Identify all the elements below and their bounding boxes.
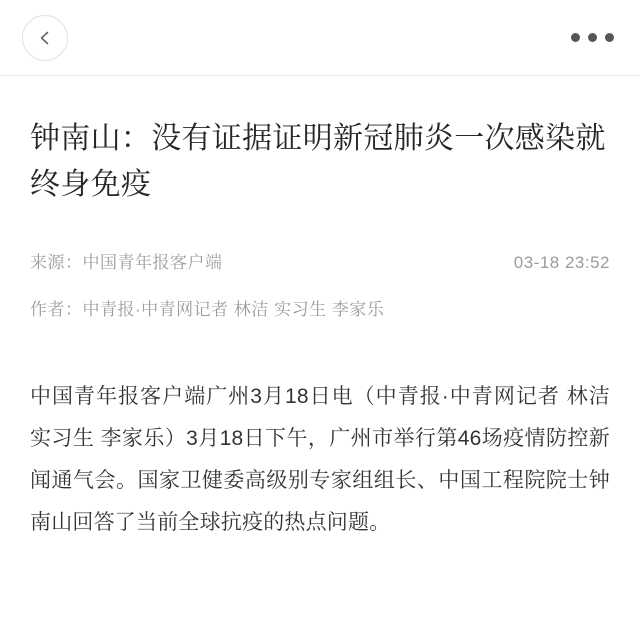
article-content bbox=[0, 116, 640, 544]
chevron-left-icon bbox=[36, 29, 54, 47]
more-options-button[interactable] bbox=[567, 23, 618, 52]
article-source: 来源：中国青年报客户端 bbox=[30, 253, 223, 272]
article-timestamp: 03-18 23:52 bbox=[513, 253, 610, 272]
more-horizontal-icon bbox=[588, 33, 597, 42]
more-horizontal-icon bbox=[571, 33, 580, 42]
back-button[interactable] bbox=[22, 15, 68, 61]
article-body-paragraph: 中国青年报客户端广州3月18日电（中青报·中青网记者 林洁 实习生 李家乐）3月18日下午，广州市举行第46场疫情防控新闻通气会。国家卫健委高级别专家组组长、中国工程院院士钟南山回答了当前全球抗疫的热点问题。 bbox=[30, 385, 610, 534]
article-author: 作者：中青报·中青网记者 林洁 实习生 李家乐 bbox=[30, 300, 385, 319]
more-horizontal-icon bbox=[605, 33, 614, 42]
article-meta bbox=[30, 248, 610, 273]
top-navigation-bar bbox=[0, 0, 640, 76]
page-title: 钟南山：没有证据证明新冠肺炎一次感染就终身免疫 bbox=[30, 122, 606, 201]
